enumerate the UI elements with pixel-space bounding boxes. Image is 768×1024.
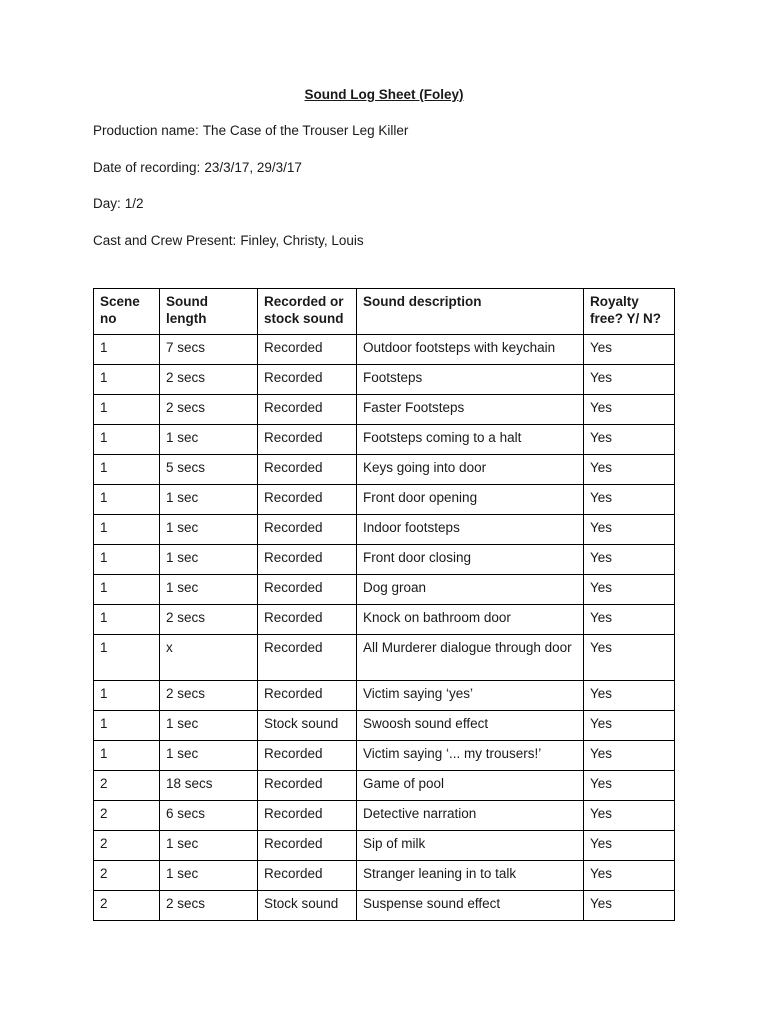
sound-description-cell: Victim saying ‘... my trousers!’ xyxy=(357,741,584,771)
recording-type-cell: Recorded xyxy=(258,455,357,485)
sound-description-cell: All Murderer dialogue through door xyxy=(357,635,584,681)
table-row xyxy=(94,831,675,861)
sound-length-cell: 6 secs xyxy=(160,801,258,831)
table-body xyxy=(94,335,675,921)
recording-type-cell: Recorded xyxy=(258,485,357,515)
sound-description-cell: Outdoor footsteps with keychain xyxy=(357,335,584,365)
recording-type-cell: Recorded xyxy=(258,425,357,455)
table-row xyxy=(94,515,675,545)
recording-type-cell: Stock sound xyxy=(258,891,357,921)
sound-description-cell: Front door closing xyxy=(357,545,584,575)
table-row xyxy=(94,861,675,891)
cast-crew-label: Cast and Crew Present: xyxy=(93,233,237,248)
scene-no-cell: 1 xyxy=(94,485,160,515)
sound-description-cell: Stranger leaning in to talk xyxy=(357,861,584,891)
table-row xyxy=(94,741,675,771)
recording-date-line xyxy=(93,160,302,175)
sound-description-cell: Swoosh sound effect xyxy=(357,711,584,741)
royalty-free-cell: Yes xyxy=(584,455,675,485)
royalty-free-cell: Yes xyxy=(584,831,675,861)
scene-no-cell: 2 xyxy=(94,771,160,801)
sound-description-cell: Faster Footsteps xyxy=(357,395,584,425)
table-row xyxy=(94,365,675,395)
recording-date-value: 23/3/17, 29/3/17 xyxy=(204,160,302,175)
table-row xyxy=(94,681,675,711)
recording-type-cell: Recorded xyxy=(258,335,357,365)
royalty-free-cell: Yes xyxy=(584,335,675,365)
royalty-free-cell: Yes xyxy=(584,605,675,635)
recording-date-label: Date of recording: xyxy=(93,160,201,175)
sound-length-cell: 1 sec xyxy=(160,741,258,771)
table-header-row xyxy=(94,289,675,335)
recording-type-cell: Recorded xyxy=(258,741,357,771)
recording-type-cell: Recorded xyxy=(258,575,357,605)
table-row xyxy=(94,635,675,681)
table-row xyxy=(94,605,675,635)
table-row xyxy=(94,395,675,425)
table-row xyxy=(94,771,675,801)
sound-description-cell: Sip of milk xyxy=(357,831,584,861)
sound-description-cell: Victim saying ‘yes’ xyxy=(357,681,584,711)
recording-type-cell: Recorded xyxy=(258,515,357,545)
recording-type-cell: Recorded xyxy=(258,605,357,635)
royalty-free-cell: Yes xyxy=(584,575,675,605)
royalty-free-cell: Yes xyxy=(584,515,675,545)
scene-no-cell: 1 xyxy=(94,545,160,575)
scene-no-cell: 1 xyxy=(94,515,160,545)
sound-description-cell: Footsteps xyxy=(357,365,584,395)
sound-description-cell: Game of pool xyxy=(357,771,584,801)
sound-description-cell: Footsteps coming to a halt xyxy=(357,425,584,455)
scene-no-cell: 1 xyxy=(94,335,160,365)
sound-length-cell: 2 secs xyxy=(160,605,258,635)
table-row xyxy=(94,425,675,455)
recording-type-cell: Stock sound xyxy=(258,711,357,741)
royalty-free-cell: Yes xyxy=(584,741,675,771)
table-row xyxy=(94,455,675,485)
sound-length-cell: 7 secs xyxy=(160,335,258,365)
cast-crew-value: Finley, Christy, Louis xyxy=(240,233,364,248)
scene-no-cell: 1 xyxy=(94,575,160,605)
recording-type-cell: Recorded xyxy=(258,831,357,861)
document-title: Sound Log Sheet (Foley) xyxy=(304,87,464,102)
sound-length-cell: 1 sec xyxy=(160,515,258,545)
royalty-free-cell: Yes xyxy=(584,425,675,455)
royalty-free-cell: Yes xyxy=(584,861,675,891)
recording-type-cell: Recorded xyxy=(258,771,357,801)
royalty-free-cell: Yes xyxy=(584,801,675,831)
header-sound-length: Sound length xyxy=(160,289,258,335)
table-row xyxy=(94,891,675,921)
recording-type-cell: Recorded xyxy=(258,681,357,711)
scene-no-cell: 1 xyxy=(94,365,160,395)
royalty-free-cell: Yes xyxy=(584,485,675,515)
sound-description-cell: Front door opening xyxy=(357,485,584,515)
table-row xyxy=(94,711,675,741)
sound-length-cell: 1 sec xyxy=(160,545,258,575)
royalty-free-cell: Yes xyxy=(584,635,675,681)
scene-no-cell: 1 xyxy=(94,635,160,681)
recording-type-cell: Recorded xyxy=(258,365,357,395)
scene-no-cell: 2 xyxy=(94,831,160,861)
scene-no-cell: 1 xyxy=(94,455,160,485)
scene-no-cell: 1 xyxy=(94,681,160,711)
production-name-value: The Case of the Trouser Leg Killer xyxy=(202,123,409,138)
royalty-free-cell: Yes xyxy=(584,681,675,711)
table-row xyxy=(94,485,675,515)
sound-description-cell: Keys going into door xyxy=(357,455,584,485)
header-recorded-or-stock: Recorded or stock sound xyxy=(258,289,357,335)
table-row xyxy=(94,545,675,575)
sound-length-cell: 5 secs xyxy=(160,455,258,485)
sound-length-cell: 1 sec xyxy=(160,575,258,605)
royalty-free-cell: Yes xyxy=(584,711,675,741)
scene-no-cell: 2 xyxy=(94,861,160,891)
scene-no-cell: 1 xyxy=(94,425,160,455)
recording-type-cell: Recorded xyxy=(258,635,357,681)
sound-description-cell: Detective narration xyxy=(357,801,584,831)
sound-length-cell: 1 sec xyxy=(160,861,258,891)
table-row xyxy=(94,801,675,831)
scene-no-cell: 1 xyxy=(94,711,160,741)
sound-description-cell: Suspense sound effect xyxy=(357,891,584,921)
scene-no-cell: 2 xyxy=(94,891,160,921)
sound-description-cell: Indoor footsteps xyxy=(357,515,584,545)
royalty-free-cell: Yes xyxy=(584,395,675,425)
table-row xyxy=(94,575,675,605)
day-value: 1/2 xyxy=(124,196,144,211)
recording-type-cell: Recorded xyxy=(258,395,357,425)
sound-length-cell: x xyxy=(160,635,258,681)
sound-length-cell: 1 sec xyxy=(160,485,258,515)
recording-type-cell: Recorded xyxy=(258,545,357,575)
recording-type-cell: Recorded xyxy=(258,861,357,891)
royalty-free-cell: Yes xyxy=(584,365,675,395)
header-scene-no: Scene no xyxy=(94,289,160,335)
sound-description-cell: Dog groan xyxy=(357,575,584,605)
day-label: Day: xyxy=(93,196,121,211)
cast-crew-line xyxy=(93,233,364,248)
sound-length-cell: 2 secs xyxy=(160,365,258,395)
scene-no-cell: 1 xyxy=(94,605,160,635)
royalty-free-cell: Yes xyxy=(584,771,675,801)
table-row xyxy=(94,335,675,365)
header-royalty-free: Royalty free? Y/ N? xyxy=(584,289,675,335)
sound-length-cell: 1 sec xyxy=(160,425,258,455)
header-sound-description: Sound description xyxy=(357,289,584,335)
sound-length-cell: 1 sec xyxy=(160,711,258,741)
sound-length-cell: 2 secs xyxy=(160,395,258,425)
scene-no-cell: 1 xyxy=(94,741,160,771)
scene-no-cell: 2 xyxy=(94,801,160,831)
day-line xyxy=(93,196,144,211)
sound-length-cell: 2 secs xyxy=(160,681,258,711)
sound-description-cell: Knock on bathroom door xyxy=(357,605,584,635)
royalty-free-cell: Yes xyxy=(584,545,675,575)
sound-length-cell: 2 secs xyxy=(160,891,258,921)
recording-type-cell: Recorded xyxy=(258,801,357,831)
scene-no-cell: 1 xyxy=(94,395,160,425)
royalty-free-cell: Yes xyxy=(584,891,675,921)
production-name-label: Production name: xyxy=(93,123,199,138)
sound-length-cell: 18 secs xyxy=(160,771,258,801)
sound-log-table xyxy=(93,288,675,921)
production-name-line xyxy=(93,123,408,138)
sound-length-cell: 1 sec xyxy=(160,831,258,861)
